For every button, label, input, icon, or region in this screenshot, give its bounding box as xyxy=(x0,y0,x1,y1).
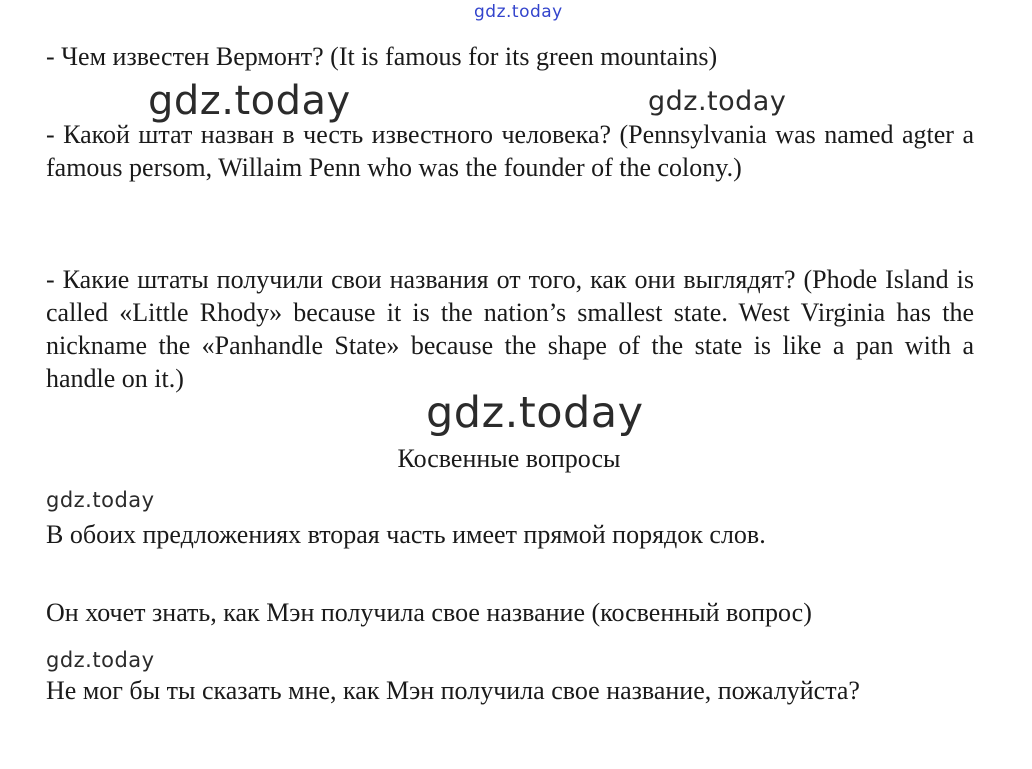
note-indirect-question: Он хочет знать, как Мэн получила свое название (косвенный вопрос) xyxy=(46,598,812,627)
note-word-order: В обоих предложениях вторая часть имеет прямой порядок слов. xyxy=(46,520,766,549)
watermark-large-center: gdz.today xyxy=(426,388,644,438)
watermark-small-1: gdz.today xyxy=(46,488,155,512)
section-heading: Косвенные вопросы xyxy=(397,444,621,473)
paragraph-pennsylvania: - Какой штат назван в честь известного человека? (Pennsylvania was named agter a famous persom, Willaim Penn who was the founder of the colony.) xyxy=(46,120,974,182)
paragraph-state-shapes: - Какие штаты получили свои названия от того, как они выглядят? (Phode Island is called «Little Rhody» because it is the nation’s smallest state. West Virginia has the nickname the «Panhandle State» because the shape of the state is like a pan with a handle on it.) xyxy=(46,265,974,393)
watermark-small-2: gdz.today xyxy=(46,648,155,672)
watermark-large-left: gdz.today xyxy=(148,78,351,124)
watermark-top: gdz.today xyxy=(474,2,563,22)
watermark-medium-right: gdz.today xyxy=(648,86,787,117)
paragraph-vermont: - Чем известен Вермонт? (It is famous for its green mountains) xyxy=(46,42,718,71)
note-polite-question: Не мог бы ты сказать мне, как Мэн получила свое название, пожалуйста? xyxy=(46,676,860,705)
